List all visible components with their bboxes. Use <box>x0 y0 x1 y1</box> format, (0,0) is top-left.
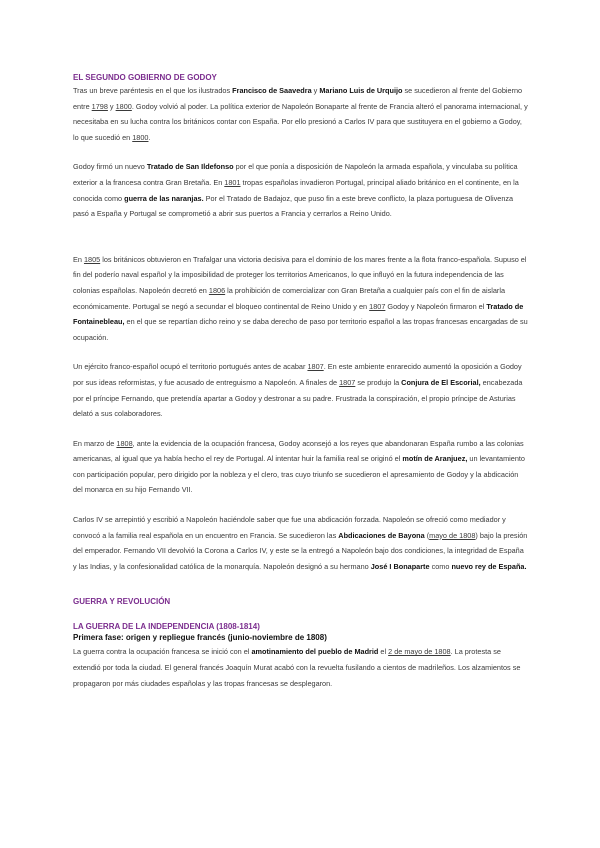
bold-term: Mariano Luis de Urquijo <box>319 86 403 95</box>
bold-term: guerra de las naranjas. <box>124 193 204 203</box>
subsection-title-guerra-independencia: LA GUERRA DE LA INDEPENDENCIA (1808-1814) <box>73 622 260 632</box>
text-run: Carlos IV se arrepintió y escribió a Napoleón haciéndole saber que fue una abdicación forzada. Napoleón se ofreció como mediador y convocó a la familia real española en un encuentro en Francia. Se sucedieron las <box>73 515 506 540</box>
text-run: en el que se repartían dicho reino y se daba derecho de paso por territorio español a las tropas francesas encargadas de su ocupación. <box>73 317 528 342</box>
text-run: La guerra contra la ocupación francesa se inició con el <box>73 647 252 657</box>
text-run: Tras un breve paréntesis en el que los ilustrados <box>73 86 233 95</box>
bold-term: nuevo rey de España. <box>451 561 527 571</box>
text-run: se sucedieron al frente del Gobierno entre <box>73 86 523 111</box>
bold-term: motín de Aranjuez, <box>402 454 468 464</box>
paragraph <box>73 359 528 421</box>
text-run: , ante la evidencia de la ocupación francesa, Godoy aconsejó a los reyes que abandonaran España rumbo a las colonias americanas, al igual que ya había hecho el rey de Portugal. Al intentar huir la familia real se originó el <box>73 438 524 464</box>
text-run: En marzo de <box>73 438 117 448</box>
underlined-date: 1805 <box>83 254 101 264</box>
text-run: . En este ambiente enrarecido aumentó la oposición a Godoy por sus ideas reformistas, y fue acusado de entreguismo a Napoleón. A finales de <box>73 362 522 387</box>
section-title-guerra-revolucion: GUERRA Y REVOLUCIÓN <box>73 597 171 607</box>
paragraph <box>73 252 528 346</box>
paragraph <box>73 436 528 498</box>
underlined-date: 1798 <box>91 101 108 111</box>
bold-term: Francisco de Saavedra <box>232 86 312 95</box>
text-run: . <box>148 132 151 142</box>
text-run: y <box>311 86 320 95</box>
text-run: la prohibición de comercializar con Gran Bretaña a cualquier país con el fin de aislarla económicamente. Portugal se negó a secundar el bloqueo continental de Reino Unido y en <box>73 285 506 311</box>
paragraph <box>73 644 528 691</box>
text-run: encabezada por el príncipe Fernando, que pretendía apartar a Godoy y destronar a su padre. Frustrada la conspiración, el propio príncipe de Asturias delató a sus colaboradores. <box>73 377 523 419</box>
bold-term: José I Bonaparte <box>370 561 430 571</box>
underlined-date: 1807 <box>339 377 356 387</box>
text-run: Godoy firmó un nuevo <box>73 162 147 172</box>
text-run: ( <box>424 530 430 540</box>
bold-term: amotinamiento del pueblo de Madrid <box>251 647 379 657</box>
underlined-date: 1806 <box>208 285 226 295</box>
underlined-date: 1808 <box>116 438 133 448</box>
underlined-date: 1807 <box>307 362 324 372</box>
underlined-date: mayo de 1808 <box>429 530 476 540</box>
text-run: Por el Tratado de Badajoz, que puso fin a este breve conflicto, la plaza portuguesa de Olivenza pasó a España y Portugal se comprometió a abrir sus puertos a Francia y cerrarlos a Reino Unido. <box>73 193 514 219</box>
text-run: y <box>107 101 116 111</box>
text-run: Godoy y Napoleón firmaron el <box>385 301 487 311</box>
underlined-date: 1807 <box>369 301 386 311</box>
paragraph <box>73 512 528 574</box>
underlined-date: 1800 <box>115 101 132 111</box>
text-run: En <box>73 254 84 264</box>
bold-term: Conjura de El Escorial, <box>401 377 481 387</box>
text-run: el <box>378 647 389 657</box>
text-run: como <box>429 561 452 571</box>
text-run: tropas españolas invadieron Portugal, principal aliado británico en el continente, en la conocida como <box>73 177 519 203</box>
text-run: . La protesta se extendió por toda la ciudad. El general francés Joaquín Murat acabó con la revuelta fusilando a cientos de madrileños. Los alzamientos se propagaron por más ciudades españolas y las tropas francesas se desplegaron. <box>73 647 521 688</box>
paragraph <box>73 83 528 145</box>
text-run: . Godoy volvió al poder. La política exterior de Napoleón Bonaparte al frente de Francia alteró el panorama internacional, y necesitaba en su lucha contra los británicos contar con España. Por ello presionó a Carlos IV para que sustituyera en el gobierno a Godoy, lo que sucedió en <box>73 101 528 142</box>
underlined-date: 2 de mayo de 1808 <box>388 647 451 657</box>
text-run: Un ejército franco-español ocupó el territorio portugués antes de acabar <box>73 362 308 372</box>
text-run: por el que ponía a disposición de Napoleón la armada española, y vinculaba su política exterior a la francesa contra Gran Bretaña. En <box>73 162 518 187</box>
underlined-date: 1800 <box>132 132 149 142</box>
bold-term: Tratado de Fontainebleau, <box>73 301 524 327</box>
section-title-segundo-gobierno: EL SEGUNDO GOBIERNO DE GODOY <box>73 73 217 82</box>
document-content <box>73 72 528 691</box>
paragraph <box>73 159 528 221</box>
phase-heading: Primera fase: origen y repliegue francés (junio-noviembre de 1808) <box>73 633 327 643</box>
bold-term: Tratado de San Ildefonso <box>146 162 234 172</box>
text-run: ) bajo la presión del emperador. Fernando VII devolvió la Corona a Carlos IV, y este se la entregó a Napoleón bajo dos condiciones, la integridad de España y las Indias, y la confesionalidad católica de la monarquía. Napoleón designó a su hermano <box>73 530 528 571</box>
bold-term: Abdicaciones de Bayona <box>338 530 425 540</box>
text-run: un levantamiento con participación popular, pero dirigido por la nobleza y el clero, tras cuyo triunfo se sucedieron el apresamiento de Godoy y la abdicación del monarca en su hijo Fernando VII. <box>73 454 525 495</box>
text-run: los británicos obtuvieron en Trafalgar una victoria decisiva para el dominio de los mares frente a la flota franco-española. Supuso el fin del poderío naval español y la imposibilidad de proteger los territorios Americanos, lo que influyó en la futura independencia de las colonias españolas. Napoleón decretó en <box>73 254 527 295</box>
text-run: se produjo la <box>355 377 402 387</box>
underlined-date: 1801 <box>224 177 241 187</box>
